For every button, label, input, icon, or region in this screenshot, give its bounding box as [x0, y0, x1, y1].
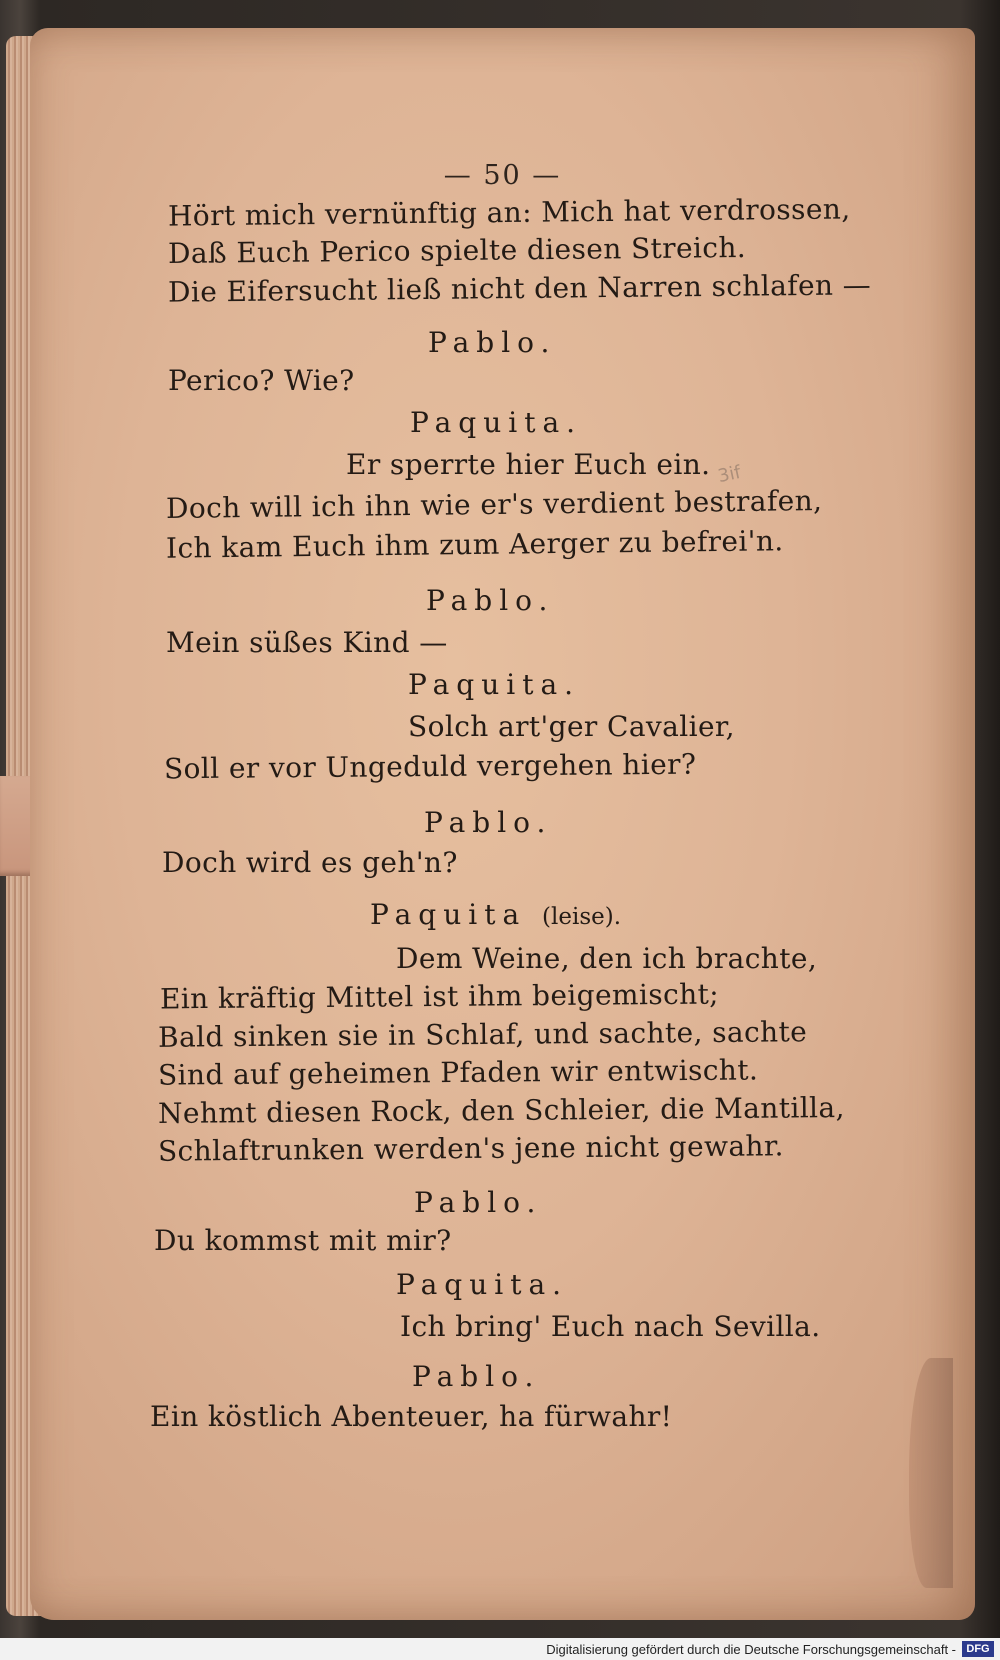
- funding-credit: Digitalisierung gefördert durch die Deutsche Forschungsgemeinschaft -: [546, 1642, 956, 1657]
- dfg-logo: DFG: [962, 1641, 994, 1657]
- pencil-marginalia: 3if: [716, 461, 743, 488]
- speaker-name: [370, 898, 621, 931]
- verse-line: Soll er vor Ungeduld vergehen hier?: [163, 747, 697, 786]
- verse-line: Ich kam Euch ihm zum Aerger zu befrei'n.: [165, 524, 784, 565]
- verse-line: Solch art'ger Cavalier,: [408, 710, 735, 743]
- book-page: [30, 28, 975, 1620]
- torn-page-edge: [909, 1358, 953, 1588]
- speaker-name: Paquita.: [396, 1268, 569, 1301]
- verse-line: Die Eifersucht ließ nicht den Narren schlafen —: [167, 268, 872, 309]
- verse-line: Mein süßes Kind —: [166, 626, 448, 659]
- speaker-name: Pablo.: [426, 584, 555, 617]
- speaker-name: Paquita.: [410, 406, 583, 439]
- verse-line: Schlaftrunken werden's jene nicht gewahr.: [157, 1129, 785, 1168]
- footer-bar: [0, 1638, 1000, 1660]
- page-number: — 50 —: [443, 160, 562, 191]
- verse-line: Er sperrte hier Euch ein.: [346, 448, 711, 481]
- verse-line: Ein köstlich Abenteuer, ha fürwahr!: [150, 1400, 673, 1433]
- speaker-name: Pablo.: [412, 1360, 541, 1393]
- speaker-name: Pablo.: [424, 806, 553, 839]
- verse-line: Daß Euch Perico spielte diesen Streich.: [167, 230, 747, 271]
- speaker-name-text: Paquita: [370, 898, 527, 931]
- verse-line: Perico? Wie?: [168, 364, 355, 397]
- speaker-name: Paquita.: [408, 668, 581, 701]
- verse-line: Doch wird es geh'n?: [162, 846, 458, 879]
- speaker-name: Pablo.: [414, 1186, 543, 1219]
- verse-line: Hört mich vernünftig an: Mich hat verdrossen,: [167, 192, 851, 233]
- speaker-name: Pablo.: [428, 326, 557, 359]
- verse-line: Doch will ich ihn wie er's verdient bestrafen,: [165, 483, 823, 526]
- verse-line: Du kommst mit mir?: [154, 1224, 452, 1257]
- verse-line: Ich bring' Euch nach Sevilla.: [400, 1310, 821, 1343]
- stage-direction: (leise).: [542, 904, 622, 930]
- verse-line: Ein kräftig Mittel ist ihm beigemischt;: [159, 977, 720, 1016]
- verse-line: Nehmt diesen Rock, den Schleier, die Mantilla,: [157, 1091, 845, 1130]
- verse-line: Sind auf geheimen Pfaden wir entwischt.: [157, 1053, 759, 1092]
- verse-line: Bald sinken sie in Schlaf, und sachte, sachte: [157, 1015, 808, 1054]
- verse-line: Dem Weine, den ich brachte,: [396, 942, 818, 975]
